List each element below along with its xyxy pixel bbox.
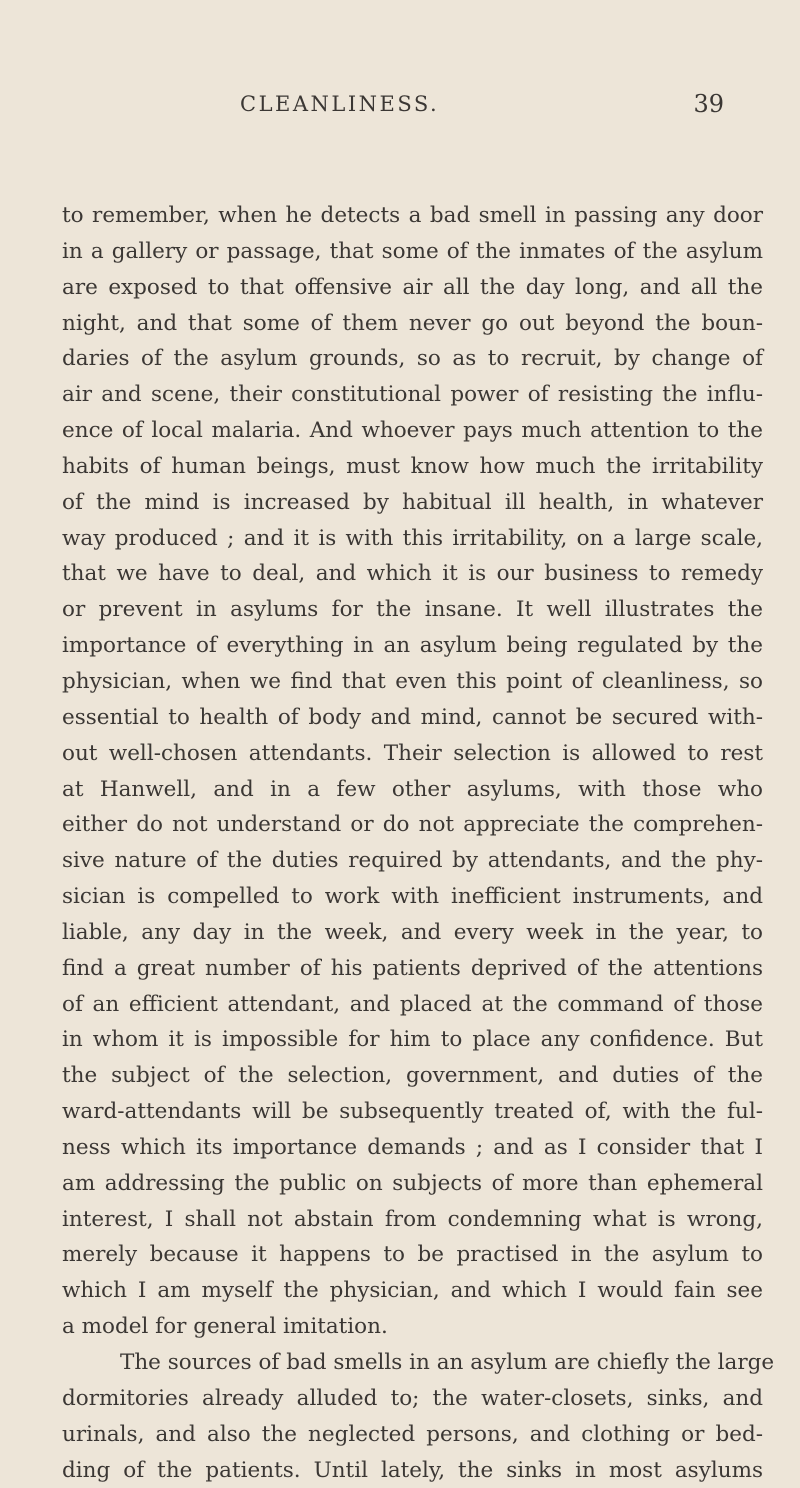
- running-title: CLEANLINESS.: [240, 92, 440, 116]
- text-line: either do not understand or do not appreciate the comprehen-: [62, 812, 763, 838]
- text-line: sive nature of the duties required by attendants, and the phy-: [62, 848, 763, 874]
- text-line: ding of the patients. Until lately, the sinks in most asylums: [62, 1457, 763, 1483]
- page-header: [62, 92, 762, 132]
- body-text: [62, 198, 775, 1488]
- text-line: habits of human beings, must know how much the irritability: [62, 453, 763, 479]
- text-line: merely because it happens to be practised in the asylum to: [62, 1242, 763, 1268]
- text-line: way produced ; and it is with this irritability, on a large scale,: [62, 525, 763, 551]
- text-line: to remember, when he detects a bad smell in passing any door: [62, 203, 763, 228]
- text-line: or prevent in asylums for the insane. It well illustrates the: [62, 597, 763, 623]
- text-line: interest, I shall not abstain from condemning what is wrong,: [62, 1206, 763, 1232]
- text-line: out well-chosen attendants. Their selection is allowed to rest: [62, 740, 763, 766]
- text-line: ence of local malaria. And whoever pays much attention to the: [62, 418, 763, 444]
- text-line: the subject of the selection, government, and duties of the: [62, 1063, 763, 1089]
- text-line: importance of everything in an asylum being regulated by the: [62, 633, 763, 659]
- page-number: 39: [693, 90, 724, 118]
- text-line: am addressing the public on subjects of more than ephemeral: [62, 1170, 763, 1196]
- text-line: dormitories already alluded to; the water-closets, sinks, and: [62, 1385, 763, 1411]
- text-line: find a great number of his patients deprived of the attentions: [62, 955, 763, 981]
- text-line: daries of the asylum grounds, so as to recruit, by change of: [62, 346, 763, 372]
- text-line: that we have to deal, and which it is our business to remedy: [62, 561, 763, 587]
- text-line: air and scene, their constitutional power of resisting the influ-: [62, 382, 763, 408]
- text-line: physician, when we find that even this point of cleanliness, so: [62, 668, 763, 694]
- text-line: The sources of bad smells in an asylum are chiefly the large: [120, 1350, 775, 1375]
- text-line: ward-attendants will be subsequently treated of, with the ful-: [62, 1099, 763, 1125]
- text-line: sician is compelled to work with inefficient instruments, and: [62, 884, 763, 910]
- text-line: in a gallery or passage, that some of the inmates of the asylum: [62, 238, 763, 264]
- text-line: ness which its importance demands ; and as I consider that I: [62, 1134, 763, 1160]
- text-line: are exposed to that offensive air all the day long, and all the: [62, 274, 763, 300]
- text-line: liable, any day in the week, and every week in the year, to: [62, 919, 763, 945]
- text-line: a model for general imitation.: [62, 1314, 388, 1340]
- text-line: of an efficient attendant, and placed at the command of those: [62, 991, 763, 1017]
- text-line: of the mind is increased by habitual ill health, in whatever: [62, 489, 763, 515]
- text-line: essential to health of body and mind, cannot be secured with-: [62, 704, 763, 730]
- text-line: at Hanwell, and in a few other asylums, with those who: [62, 776, 763, 802]
- text-line: which I am myself the physician, and which I would fain see: [62, 1278, 763, 1304]
- text-line: in whom it is impossible for him to place any confidence. But: [62, 1027, 763, 1053]
- text-line: urinals, and also the neglected persons, and clothing or bed-: [62, 1421, 763, 1447]
- text-line: night, and that some of them never go out beyond the boun-: [62, 310, 763, 336]
